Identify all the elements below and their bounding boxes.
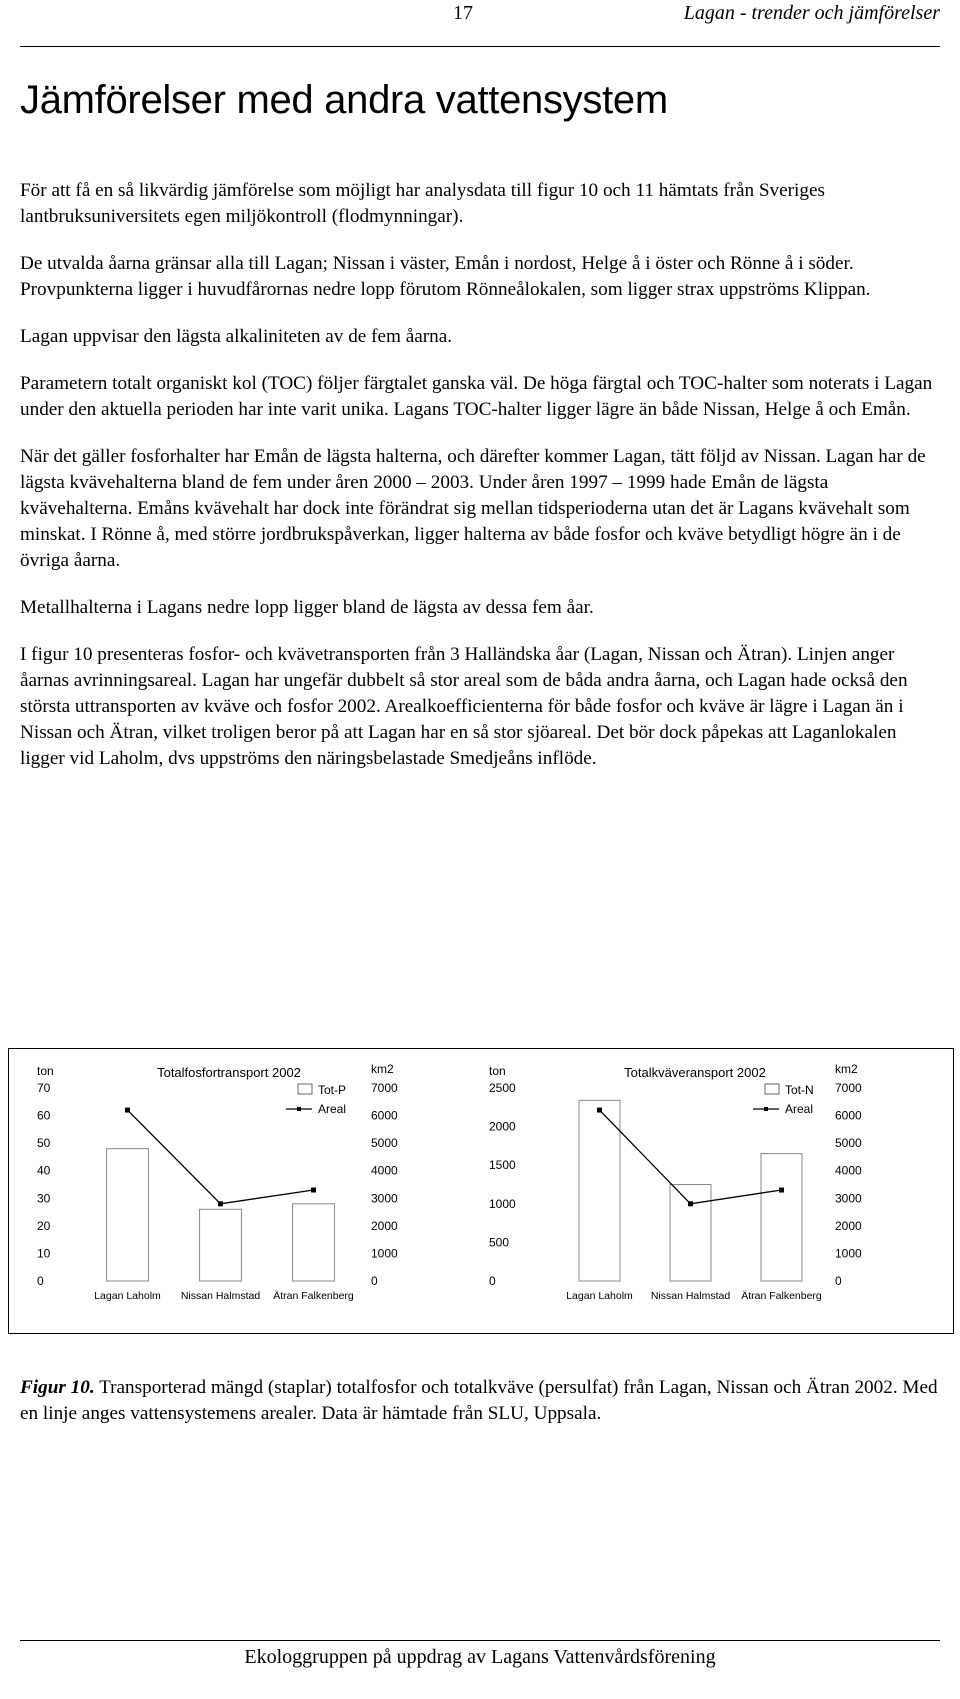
- bar: [761, 1154, 802, 1281]
- area-line-marker: [311, 1188, 316, 1193]
- right-tick-label: 4000: [835, 1163, 862, 1178]
- left-tick-label: 1500: [489, 1158, 516, 1173]
- right-tick-label: 7000: [371, 1081, 398, 1095]
- bar: [200, 1209, 242, 1281]
- left-tick-label: 1000: [489, 1196, 516, 1211]
- left-tick-label: 70: [37, 1081, 51, 1095]
- legend-bar-swatch: [298, 1084, 312, 1094]
- right-tick-label: 1000: [371, 1246, 398, 1261]
- footer-text: Ekologgruppen på uppdrag av Lagans Vattenvårdsförening: [244, 1646, 716, 1668]
- chart-title: Totalkväveransport 2002: [624, 1065, 766, 1080]
- right-tick-label: 7000: [835, 1081, 862, 1095]
- right-axis-unit: km2: [835, 1062, 858, 1076]
- category-label: Lagan Laholm: [566, 1290, 633, 1302]
- area-line-marker: [688, 1201, 693, 1206]
- left-tick-label: 50: [37, 1136, 51, 1151]
- legend-line-marker: [297, 1107, 301, 1111]
- area-line-marker: [218, 1201, 223, 1206]
- right-tick-label: 0: [835, 1274, 842, 1288]
- legend-line-marker: [764, 1107, 768, 1111]
- left-tick-label: 2000: [489, 1119, 516, 1134]
- right-tick-label: 3000: [835, 1191, 862, 1206]
- area-line-marker: [779, 1188, 784, 1193]
- paragraph: När det gäller fosforhalter har Emån de lägsta halterna, och därefter kommer Lagan, tätt följd av Nissan. Lagan har de lägsta kvävehalterna bland de fem under åren 2000 – 2003. Under åren 1997 – 1999 hade Emån de lägsta kvävehalterna. Emåns kvävehalt har dock inte förändrat sig mellan tidsperioderna utan det är Lagans kvävehalt som minskat. I Rönne å, med större jordbrukspåverkan, ligger halterna av både fosfor och kväve betydligt högre än i de övriga åarna.: [20, 446, 926, 571]
- legend-line-label: Areal: [318, 1102, 347, 1116]
- right-tick-label: 3000: [371, 1191, 398, 1206]
- category-label: Lagan Laholm: [94, 1290, 161, 1302]
- left-axis-unit: ton: [37, 1064, 54, 1078]
- area-line: [128, 1110, 314, 1204]
- left-tick-label: 40: [37, 1163, 51, 1178]
- right-tick-label: 1000: [835, 1246, 862, 1261]
- legend-line-label: Areal: [785, 1102, 814, 1116]
- bar: [107, 1149, 149, 1281]
- right-tick-label: 0: [371, 1274, 378, 1288]
- right-tick-label: 4000: [371, 1163, 398, 1178]
- body-text: [20, 178, 940, 793]
- legend-bar-swatch: [765, 1084, 779, 1094]
- left-tick-label: 0: [489, 1274, 496, 1288]
- caption-text: Transporterad mängd (staplar) totalfosfor och totalkväve (persulfat) från Lagan, Nissan och Ätran 2002. Med en linje anges vattensystemens arealer. Data är hämtade från SLU, Uppsala.: [20, 1377, 938, 1424]
- page-title: Jämförelser med andra vattensystem: [20, 78, 668, 122]
- paragraph: Metallhalterna i Lagans nedre lopp ligger bland de lägsta av dessa fem åar.: [20, 597, 594, 618]
- paragraph: De utvalda åarna gränsar alla till Lagan; Nissan i väster, Emån i nordost, Helge å i öster och Rönne å i söder. Provpunkterna ligger i huvudfårornas nedre lopp förutom Rönneålokalen, som ligger strax uppströms Klippan.: [20, 253, 871, 300]
- legend-bar-label: Tot-P: [318, 1083, 347, 1097]
- right-tick-label: 2000: [835, 1218, 862, 1233]
- running-title: Lagan - trender och jämförelser: [683, 2, 940, 24]
- figure-charts: [9, 1049, 953, 1333]
- left-tick-label: 60: [37, 1108, 51, 1123]
- left-tick-label: 2500: [489, 1081, 516, 1095]
- category-label: Ätran Falkenberg: [741, 1290, 822, 1302]
- area-line-marker: [125, 1108, 130, 1113]
- right-tick-label: 6000: [371, 1108, 398, 1123]
- paragraph: För att få en så likvärdig jämförelse som möjligt har analysdata till figur 10 och 11 hämtats från Sveriges lantbruksuniversitets egen miljökontroll (flodmynningar).: [20, 180, 825, 227]
- category-label: Nissan Halmstad: [180, 1290, 261, 1302]
- left-tick-label: 500: [489, 1235, 510, 1250]
- header-rule: [20, 46, 940, 47]
- paragraph: Lagan uppvisar den lägsta alkaliniteten av de fem åarna.: [20, 326, 453, 347]
- left-tick-label: 30: [37, 1191, 51, 1206]
- paragraph: I figur 10 presenteras fosfor- och kvävetransporten från 3 Halländska åar (Lagan, Nissan och Ätran). Linjen anger åarnas avrinningsareal. Lagan har ungefär dubbelt så stor areal som de båda andra åarna, och Lagan hade också den största uttransporten av kväve och fosfor 2002. Arealkoefficienterna för både fosfor och kväve är lägre i Lagan än i Nissan och Ätran, vilket troligen beror på att Lagan har en så stor sjöareal. Det bör dock påpekas att Laganlokalen ligger vid Laholm, dvs uppströms den näringsbelastade Smedjeåns inflöde.: [20, 644, 908, 769]
- left-axis-unit: ton: [489, 1064, 506, 1078]
- page-header: [0, 0, 960, 56]
- figure-10: [8, 1048, 954, 1334]
- left-tick-label: 0: [37, 1274, 44, 1288]
- bar: [670, 1185, 711, 1282]
- page-number: 17: [453, 2, 473, 24]
- right-tick-label: 5000: [371, 1136, 398, 1151]
- page-footer: [0, 1646, 960, 1669]
- right-tick-label: 6000: [835, 1108, 862, 1123]
- category-label: Nissan Halmstad: [650, 1290, 731, 1302]
- right-tick-label: 5000: [835, 1136, 862, 1151]
- category-label: Ätran Falkenberg: [273, 1290, 354, 1302]
- caption-label: Figur 10.: [20, 1377, 95, 1398]
- right-tick-label: 2000: [371, 1218, 398, 1233]
- figure-caption: [20, 1375, 940, 1427]
- right-axis-unit: km2: [371, 1062, 394, 1076]
- area-line-marker: [597, 1108, 602, 1113]
- paragraph: Parametern totalt organiskt kol (TOC) följer färgtalet ganska väl. De höga färgtal och TOC-halter som noterats i Lagan under den aktuella perioden har inte varit unika. Lagans TOC-halter ligger lägre än både Nissan, Helge å och Emån.: [20, 373, 933, 420]
- bar: [293, 1204, 335, 1281]
- bar: [579, 1100, 620, 1281]
- chart-title: Totalfosfortransport 2002: [157, 1065, 301, 1080]
- left-tick-label: 10: [37, 1246, 51, 1261]
- legend-bar-label: Tot-N: [785, 1083, 814, 1097]
- footer-rule: [20, 1640, 940, 1641]
- left-tick-label: 20: [37, 1218, 51, 1233]
